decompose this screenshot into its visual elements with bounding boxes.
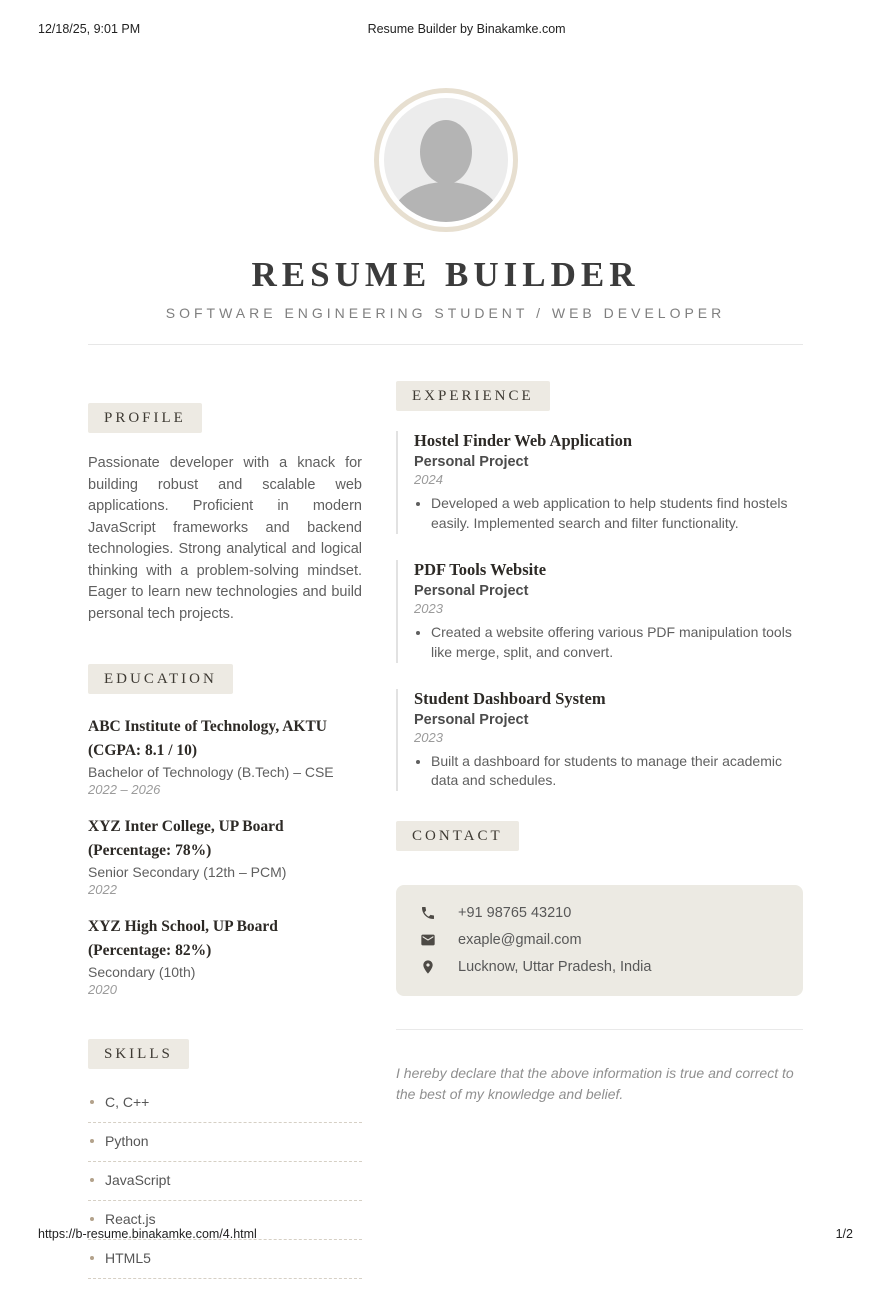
skill-label: React.js (105, 1211, 156, 1228)
left-column (88, 381, 362, 1289)
phone-icon (420, 905, 436, 921)
education-item-title: ABC Institute of Technology, AKTU (CGPA: 8.1 / 10) (88, 718, 328, 759)
avatar (374, 88, 518, 232)
envelope-icon (420, 932, 436, 948)
person-name: RESUME BUILDER (251, 255, 640, 294)
person-silhouette-icon (384, 98, 508, 222)
education-item-title: XYZ Inter College, UP Board (Percentage: 78%) (88, 818, 284, 859)
resume-document (88, 0, 803, 1289)
experience-item (396, 689, 803, 792)
skill-label: HTML5 (105, 1250, 151, 1267)
skill-item (88, 1094, 362, 1123)
experience-item-title: Student Dashboard System (414, 688, 606, 708)
experience-item (396, 431, 803, 534)
experience-item-period: 2023 (414, 600, 443, 616)
education-item-subtitle: Secondary (10th) (88, 964, 196, 981)
education-item (88, 915, 362, 997)
education-item-title: XYZ High School, UP Board (Percentage: 82%) (88, 918, 278, 959)
profile-heading: PROFILE (88, 403, 202, 433)
bullet-dot-icon (90, 1178, 94, 1182)
experience-heading: EXPERIENCE (396, 381, 550, 411)
bullet-dot-icon (90, 1217, 94, 1221)
contact-location-value: Lucknow, Uttar Pradesh, India (458, 959, 652, 976)
print-url: https://b-resume.binakamke.com/4.html (38, 1227, 257, 1241)
bullet-dot-icon (90, 1256, 94, 1260)
education-item-period: 2020 (88, 982, 117, 998)
experience-item-bullet: • Developed a web application to help students find hostels easily. Implemented search and filter functionality. (431, 494, 803, 534)
experience-item-subtitle: Personal Project (414, 711, 529, 728)
education-item-period: 2022 (88, 882, 117, 898)
experience-item-period: 2024 (414, 472, 443, 487)
bullet-dot-icon (90, 1139, 94, 1143)
education-item (88, 815, 362, 897)
skill-label: C, C++ (105, 1094, 150, 1111)
header-divider (88, 344, 803, 345)
skill-item (88, 1172, 362, 1201)
contact-box (396, 885, 803, 996)
print-header (38, 22, 853, 36)
declaration-text: I hereby declare that the above information is true and correct to the best of my knowledge and belief. (396, 1029, 803, 1104)
education-item (88, 715, 362, 797)
experience-item (396, 560, 803, 663)
experience-item-bullet: • Created a website offering various PDF manipulation tools like merge, split, and convert. (431, 623, 803, 663)
experience-item-period: 2023 (414, 729, 443, 745)
experience-item-title: PDF Tools Website (414, 559, 547, 579)
experience-item-subtitle: Personal Project (414, 582, 529, 599)
skill-item (88, 1250, 362, 1279)
bullet-dot-icon (90, 1100, 94, 1104)
education-item-subtitle: Bachelor of Technology (B.Tech) – CSE (88, 764, 334, 781)
profile-section (88, 403, 362, 625)
experience-item-title: Hostel Finder Web Application (414, 431, 633, 450)
experience-item-subtitle: Personal Project (414, 454, 529, 470)
education-list (88, 715, 362, 997)
contact-email-value: exaple@gmail.com (458, 932, 582, 949)
print-footer (38, 1227, 853, 1241)
right-column (396, 381, 803, 1104)
experience-list (396, 431, 803, 791)
person-tagline: SOFTWARE ENGINEERING STUDENT / WEB DEVELOPER (165, 305, 726, 321)
experience-section (396, 381, 803, 791)
skills-heading: SKILLS (88, 1039, 189, 1069)
contact-heading: CONTACT (396, 821, 519, 851)
contact-row-phone (420, 905, 779, 921)
skill-item (88, 1133, 362, 1162)
education-item-period: 2022 – 2026 (88, 782, 161, 798)
education-heading: EDUCATION (88, 664, 233, 694)
contact-phone-value: +91 98765 43210 (458, 905, 572, 922)
contact-row-location (420, 959, 779, 975)
contact-section (396, 821, 803, 996)
print-doc-title: Resume Builder by Binakamke.com (367, 22, 566, 36)
skill-label: JavaScript (105, 1172, 171, 1189)
skills-list (88, 1094, 362, 1279)
print-page-indicator: 1/2 (835, 1227, 853, 1241)
avatar-wrap (88, 88, 803, 232)
contact-row-email (420, 932, 779, 948)
print-timestamp: 12/18/25, 9:01 PM (38, 22, 141, 36)
skills-section (88, 1039, 362, 1279)
education-item-subtitle: Senior Secondary (12th – PCM) (88, 864, 287, 881)
education-section (88, 664, 362, 997)
location-pin-icon (420, 959, 436, 975)
profile-text: Passionate developer with a knack for building robust and scalable web applications. Proficient in modern JavaScript frameworks and backend technologies. Strong analytical and logical thinking with a problem-solving mindset. Eager to learn new technologies and build personal tech projects. (88, 455, 362, 622)
skill-label: Python (105, 1133, 149, 1150)
experience-item-bullet: • Built a dashboard for students to manage their academic data and schedules. (431, 752, 803, 792)
